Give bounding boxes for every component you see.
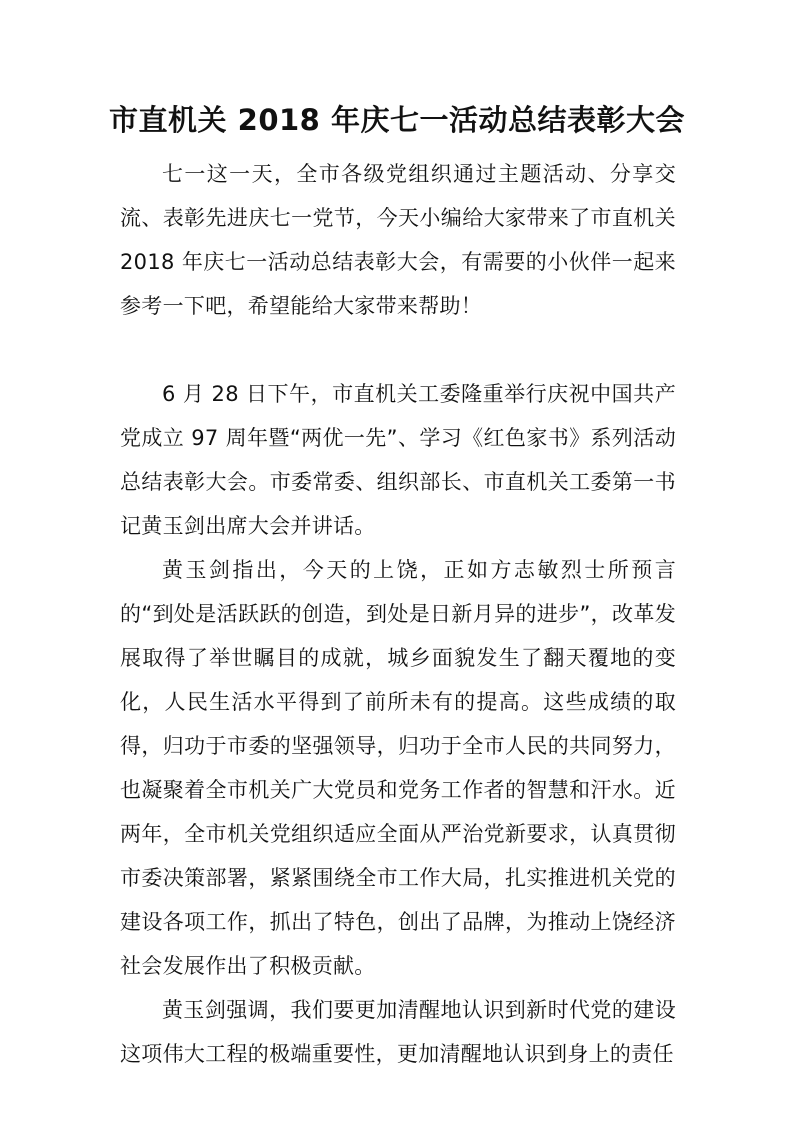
intro-paragraph: 七一这一天，全市各级党组织通过主题活动、分享交流、表彰先进庆七一党节，今天小编给大家带来了市直机关 2018 年庆七一活动总结表彰大会，有需要的小伙伴一起来参考一下吧，希望能给大家带来帮助！ xyxy=(120,162,676,318)
document-title: 市直机关 2018 年庆七一活动总结表彰大会 xyxy=(109,103,685,137)
body-paragraph-1: 6 月 28 日下午，市直机关工委隆重举行庆祝中国共产党成立 97 周年暨“两优一先”、学习《红色家书》系列活动总结表彰大会。市委常委、组织部长、市直机关工委第一书记黄玉剑出席大会并讲话。 xyxy=(120,382,676,538)
document-body xyxy=(120,152,676,1076)
paragraph-spacer xyxy=(120,328,676,372)
body-paragraph-3: 黄玉剑强调，我们要更加清醒地认识到新时代党的建设这项伟大工程的极端重要性，更加清醒地认识到身上的责任 xyxy=(120,998,676,1066)
body-paragraph-2: 黄玉剑指出，今天的上饶，正如方志敏烈士所预言的“到处是活跃跃的创造，到处是日新月异的进步”，改革发展取得了举世瞩目的成就，城乡面貌发生了翻天覆地的变化，人民生活水平得到了前所未有的提高。这些成绩的取得，归功于市委的坚强领导，归功于全市人民的共同努力，也凝聚着全市机关广大党员和党务工作者的智慧和汗水。近两年，全市机关党组织适应全面从严治党新要求，认真贯彻市委决策部署，紧紧围绕全市工作大局，扎实推进机关党的建设各项工作，抓出了特色，创出了品牌，为推动上饶经济社会发展作出了积极贡献。 xyxy=(120,558,676,978)
